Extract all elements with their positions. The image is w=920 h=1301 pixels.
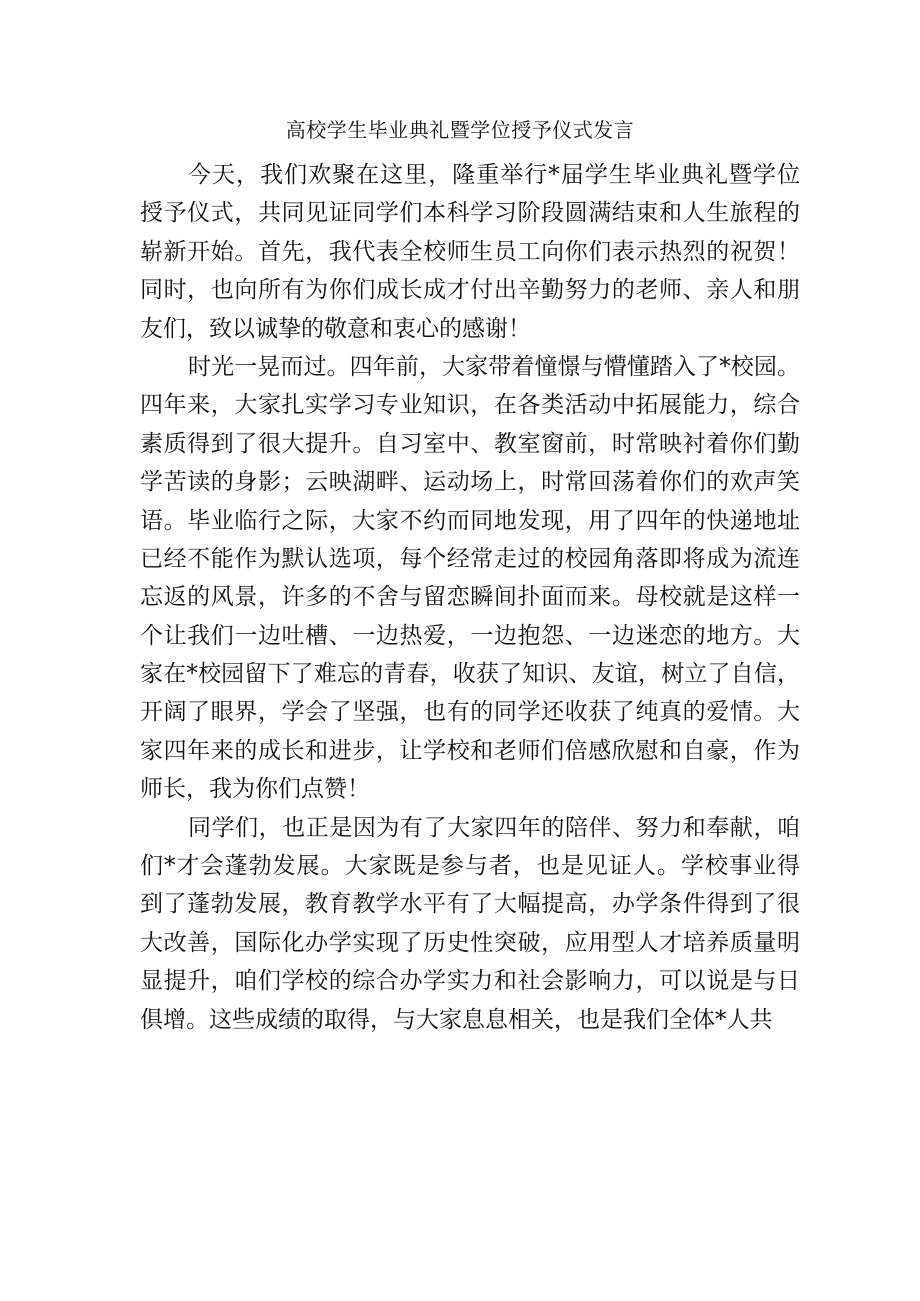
text-line: 俱增。这些成绩的取得，与大家息息相关，也是我们全体*人共 (140, 1006, 773, 1033)
text-line: 家四年来的成长和进步，让学校和老师们倍感欣慰和自豪，作为 (140, 737, 800, 764)
text-line: 语。毕业临行之际，大家不约而同地发现，用了四年的快递地址 (140, 507, 800, 534)
text-line: 同时，也向所有为你们成长成才付出辛勤努力的老师、亲人和朋 (140, 277, 800, 304)
text-line: 授予仪式，共同见证同学们本科学习阶段圆满结束和人生旅程的 (140, 200, 800, 227)
text-line: 到了蓬勃发展，教育教学水平有了大幅提高，办学条件得到了很 (140, 891, 800, 918)
text-line: 开阔了眼界，学会了坚强，也有的同学还收获了纯真的爱情。大 (140, 699, 800, 726)
text-line: 素质得到了很大提升。自习室中、教室窗前，时常映衬着你们勤 (140, 430, 800, 457)
text-line: 忘返的风景，许多的不舍与留恋瞬间扑面而来。母校就是这样一 (140, 584, 800, 611)
text-line: 同学们，也正是因为有了大家四年的陪伴、努力和奉献，咱 (188, 814, 800, 841)
text-line: 师长，我为你们点赞！ (140, 776, 370, 803)
text-line: 友们，致以诚挚的敬意和衷心的感谢！ (140, 315, 531, 342)
text-line: 已经不能作为默认选项，每个经常走过的校园角落即将成为流连 (140, 545, 800, 572)
text-line: 个让我们一边吐槽、一边热爱，一边抱怨、一边迷恋的地方。大 (140, 622, 800, 649)
text-line: 时光一晃而过。四年前，大家带着憧憬与懵懂踏入了*校园。 (188, 353, 800, 380)
text-line: 大改善，国际化办学实现了历史性突破，应用型人才培养质量明 (140, 929, 800, 956)
text-line: 们*才会蓬勃发展。大家既是参与者，也是见证人。学校事业得 (140, 853, 800, 880)
text-line: 家在*校园留下了难忘的青春，收获了知识、友谊，树立了自信， (140, 661, 800, 688)
document-title: 高校学生毕业典礼暨学位授予仪式发言 (285, 118, 635, 142)
text-line: 显提升，咱们学校的综合办学实力和社会影响力，可以说是与日 (140, 968, 800, 995)
text-line: 今天，我们欢聚在这里，隆重举行*届学生毕业典礼暨学位 (188, 162, 800, 188)
text-line: 崭新开始。首先，我代表全校师生员工向你们表示热烈的祝贺！ (140, 238, 800, 265)
text-line: 学苦读的身影；云映湖畔、运动场上，时常回荡着你们的欢声笑 (140, 469, 800, 496)
document-body (140, 156, 800, 1039)
text-line: 四年来，大家扎实学习专业知识，在各类活动中拓展能力，综合 (140, 392, 800, 419)
